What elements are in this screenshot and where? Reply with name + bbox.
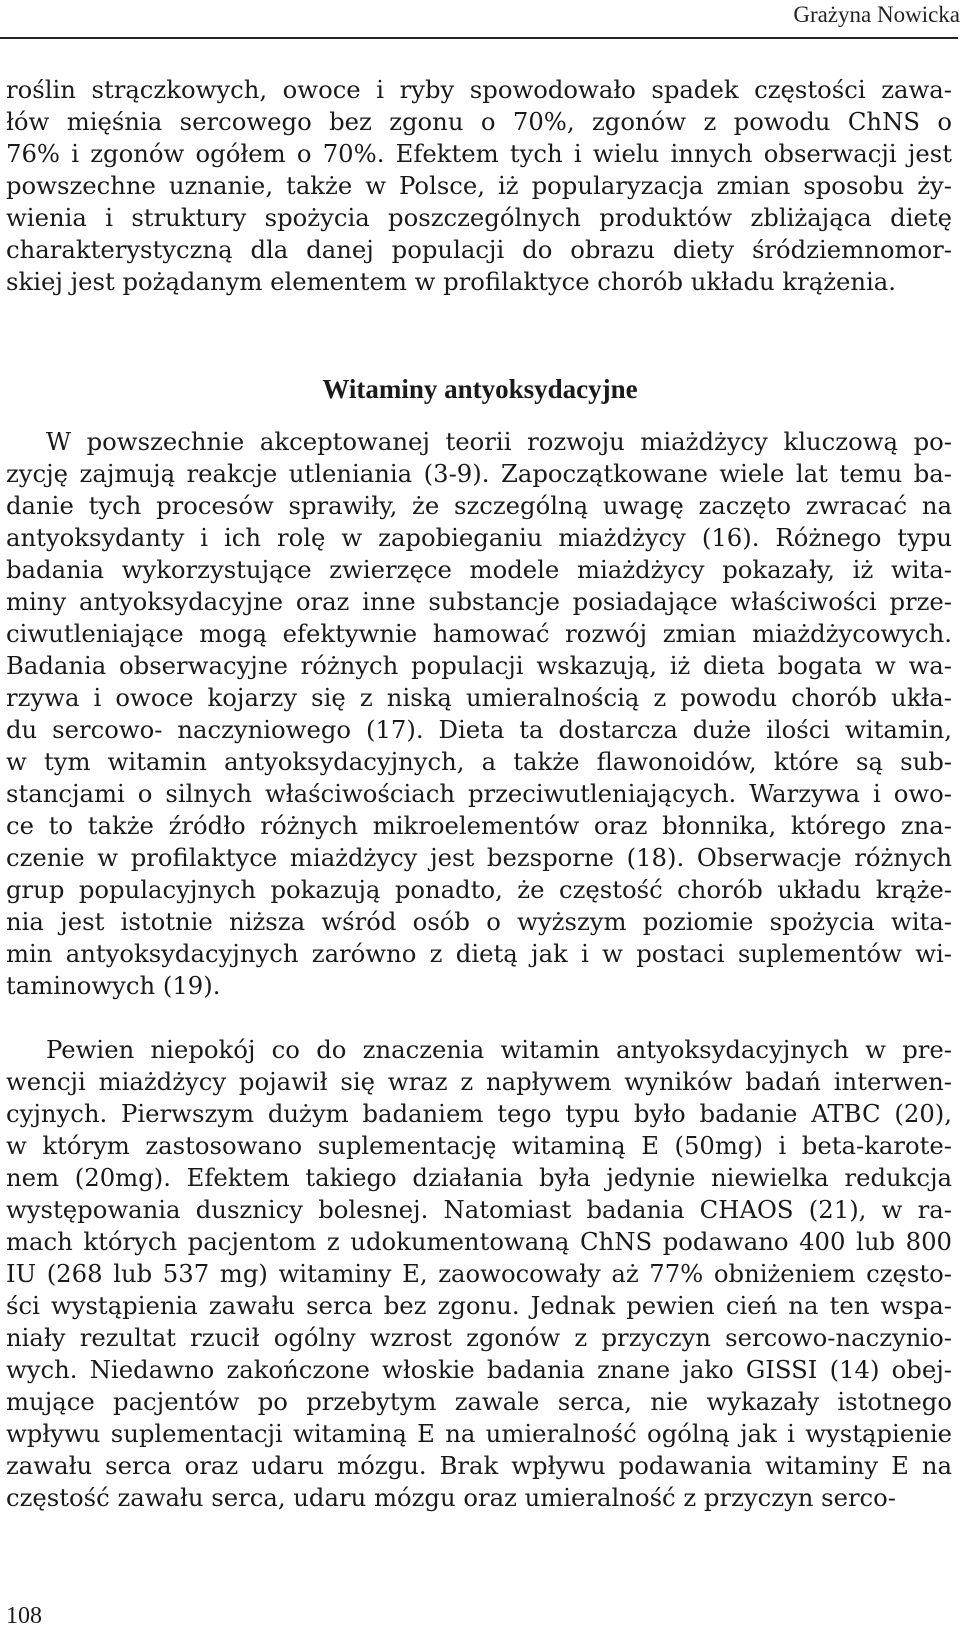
text-line: wienia i struktury spożycia poszczególnych produktów zbliżająca dietę — [6, 203, 952, 232]
text-line: 76% i zgonów ogółem o 70%. Efektem tych i wielu innych obserwacji jest — [6, 139, 952, 168]
text-line: wych. Niedawno zakończone włoskie badania znane jako GISSI (14) obej- — [6, 1355, 952, 1384]
text-line: nia jest istotnie niższa wśród osób o wyższym poziomie spożycia wita- — [6, 907, 952, 936]
text-line: czenie w profilaktyce miażdżycy jest bezsporne (18). Obserwacje różnych — [6, 843, 952, 872]
paragraph-3 — [6, 1034, 952, 1514]
text-line: Pewien niepokój co do znaczenia witamin antyoksydacyjnych w pre- — [46, 1035, 952, 1064]
text-line: IU (268 lub 537 mg) witaminy E, zaowocowały aż 77% obniżeniem często- — [6, 1259, 952, 1288]
paragraph-1 — [6, 74, 952, 298]
text-line: w którym zastosowano suplementację witaminą E (50mg) i beta-karote- — [6, 1131, 952, 1160]
text-line: badania wykorzystujące zwierzęce modele miażdżycy pokazały, iż wita- — [6, 555, 952, 584]
page-number: 108 — [6, 1603, 42, 1629]
text-line: ści wystąpienia zawału serca bez zgonu. Jednak pewien cień na ten wspa- — [6, 1291, 952, 1320]
text-line: w tym witamin antyoksydacyjnych, a także flawonoidów, które są sub- — [6, 747, 952, 776]
text-line: taminowych (19). — [6, 971, 221, 1000]
text-line: łów mięśnia sercowego bez zgonu o 70%, zgonów z powodu ChNS o — [6, 107, 952, 136]
text-line: ciwutleniające mogą efektywnie hamować rozwój zmian miażdżycowych. — [6, 619, 952, 648]
text-line: Badania obserwacyjne różnych populacji wskazują, iż dieta bogata w wa- — [6, 651, 952, 680]
text-line: danie tych procesów sprawiły, że szczególną uwagę zaczęto zwracać na — [6, 491, 952, 520]
text-line: miny antyoksydacyjne oraz inne substancje posiadające właściwości prze- — [6, 587, 952, 616]
text-line: niały rezultat rzucił ogólny wzrost zgonów z przyczyn sercowo-naczynio- — [6, 1323, 952, 1352]
text-line: antyoksydanty i ich rolę w zapobieganiu miażdżycy (16). Różnego typu — [6, 523, 952, 552]
text-line: grup populacyjnych pokazują ponadto, że częstość chorób układu krąże- — [6, 875, 952, 904]
text-line: nem (20mg). Efektem takiego działania była jedynie niewielka redukcja — [6, 1163, 952, 1192]
text-line: du sercowo- naczyniowego (17). Dieta ta dostarcza duże ilości witamin, — [6, 715, 952, 744]
section-heading: Witaminy antyoksydacyjne — [322, 374, 638, 404]
text-line: ce to także źródło różnych mikroelementów oraz błonnika, którego zna- — [6, 811, 952, 840]
text-line: wencji miażdżycy pojawił się wraz z napływem wyników badań interwen- — [6, 1067, 952, 1096]
text-line: mach których pacjentom z udokumentowaną ChNS podawano 400 lub 800 — [6, 1227, 952, 1256]
text-line: rzywa i owoce kojarzy się z niską umieralnością z powodu chorób ukła- — [6, 683, 952, 712]
text-line: mujące pacjentów po przebytym zawale serca, nie wykazały istotnego — [6, 1387, 952, 1416]
text-line: częstość zawału serca, udaru mózgu oraz umieralność z przyczyn serco- — [6, 1483, 897, 1512]
header-rule — [0, 37, 958, 39]
text-line: stancjami o silnych właściwościach przeciwutleniających. Warzywa i owo- — [6, 779, 952, 808]
text-line: powszechne uznanie, także w Polsce, iż popularyzacja zmian sposobu ży- — [6, 171, 952, 200]
running-header-author: Grażyna Nowicka — [793, 2, 960, 27]
text-line: wpływu suplementacji witaminą E na umieralność ogólną jak i wystąpienie — [6, 1419, 952, 1448]
text-line: skiej jest pożądanym elementem w profilaktyce chorób układu krążenia. — [6, 267, 897, 296]
text-line: charakterystyczną dla danej populacji do obrazu diety śródziemnomor- — [6, 235, 952, 264]
paragraph-2 — [6, 426, 952, 1002]
text-line: min antyoksydacyjnych zarówno z dietą jak i w postaci suplementów wi- — [6, 939, 952, 968]
text-line: W powszechnie akceptowanej teorii rozwoju miażdżycy kluczową po- — [46, 427, 952, 456]
text-line: roślin strączkowych, owoce i ryby spowodowało spadek częstości zawa- — [6, 75, 952, 104]
text-line: cyjnych. Pierwszym dużym badaniem tego typu było badanie ATBC (20), — [6, 1099, 952, 1128]
text-line: zycję zajmują reakcje utleniania (3-9). Zapoczątkowane wiele lat temu ba- — [6, 459, 952, 488]
text-line: występowania dusznicy bolesnej. Natomiast badania CHAOS (21), w ra- — [6, 1195, 952, 1224]
text-line: zawału serca oraz udaru mózgu. Brak wpływu podawania witaminy E na — [6, 1451, 952, 1480]
